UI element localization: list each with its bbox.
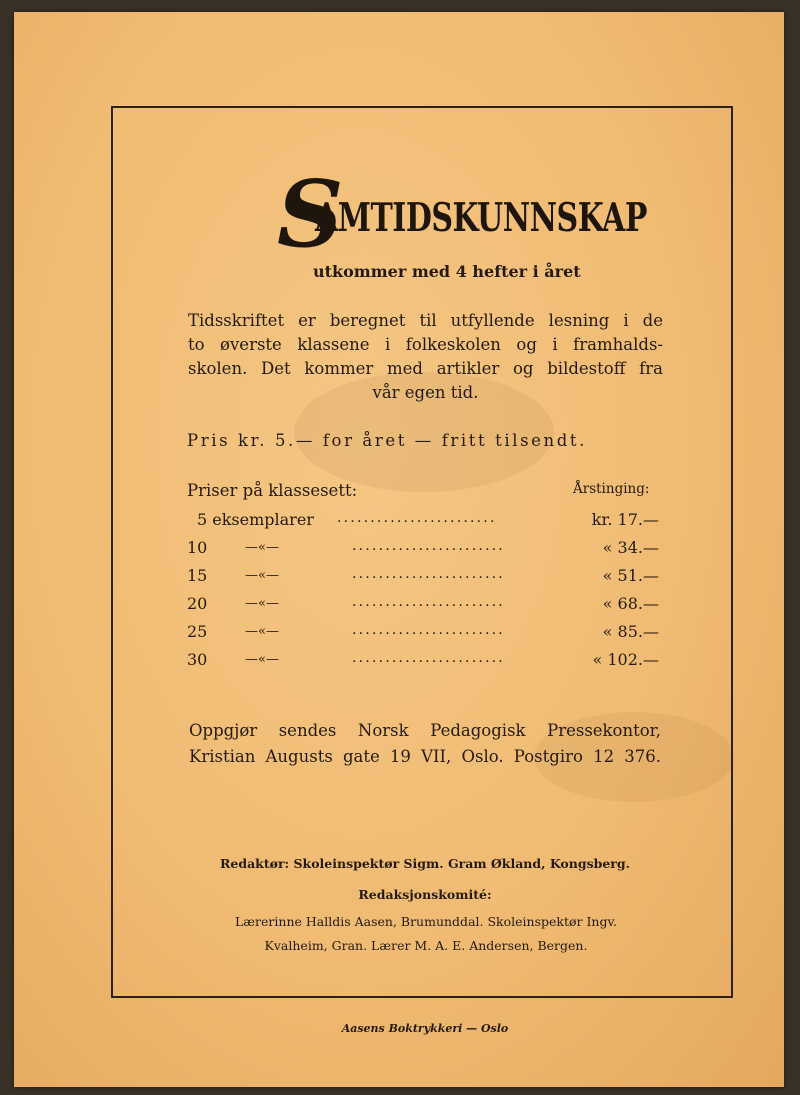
row-leader-dots: ....................... xyxy=(352,650,505,666)
price-row xyxy=(187,510,663,536)
row-leader-dots: ....................... xyxy=(352,594,505,610)
row-quantity: 20 xyxy=(187,594,208,613)
price-row xyxy=(187,538,663,564)
settlement-line: Kristian Augusts gate 19 VII, Oslo. Postgiro 12 376. xyxy=(189,747,661,766)
printer-imprint: Aasens Boktrykkeri — Oslo xyxy=(341,1022,509,1035)
intro-line: Tidsskriftet er beregnet til utfyllende lesning i de xyxy=(188,311,663,330)
annual-subscription-heading: Årstinging: xyxy=(573,481,650,497)
subscription-price: Pris kr. 5.— for året — fritt tilsendt. xyxy=(187,431,587,450)
intro-line: vår egen tid. xyxy=(372,383,479,402)
title-initial: S xyxy=(277,160,343,268)
row-amount: « 68.— xyxy=(602,594,659,613)
committee-line: Lærerinne Halldis Aasen, Brumunddal. Skoleinspektør Ingv. xyxy=(235,914,617,929)
row-ditto-mark: —«— xyxy=(245,652,279,667)
row-ditto-mark: —«— xyxy=(245,596,279,611)
price-row xyxy=(187,594,663,620)
row-quantity: 30 xyxy=(187,650,208,669)
committee-line: Kvalheim, Gran. Lærer M. A. E. Andersen, Bergen. xyxy=(264,938,588,953)
settlement-line: Oppgjør sendes Norsk Pedagogisk Pressekontor, xyxy=(189,721,661,740)
row-leader-dots: ....................... xyxy=(352,622,505,638)
price-row xyxy=(187,566,663,592)
class-sets-heading: Priser på klassesett: xyxy=(187,481,358,500)
row-ditto-mark: —«— xyxy=(245,568,279,583)
masthead-title xyxy=(277,160,647,268)
intro-line: skolen. Det kommer med artikler og bildestoff fra xyxy=(188,359,663,378)
row-ditto-mark: —«— xyxy=(245,540,279,555)
price-row xyxy=(187,622,663,648)
row-amount: « 85.— xyxy=(602,622,659,641)
row-quantity: 25 xyxy=(187,622,208,641)
row-quantity: 15 xyxy=(187,566,208,585)
row-ditto-mark: —«— xyxy=(245,624,279,639)
row-leader-dots: ....................... xyxy=(352,566,505,582)
row-amount: kr. 17.— xyxy=(591,510,659,529)
intro-paragraph xyxy=(188,309,663,405)
row-quantity: 5 eksemplarer xyxy=(197,510,314,529)
title-rest: AMTIDSKUNNSKAP xyxy=(315,196,647,242)
row-amount: « 102.— xyxy=(592,650,659,669)
row-leader-dots: ....................... xyxy=(352,538,505,554)
row-leader-dots: ........................ xyxy=(337,510,497,526)
price-row xyxy=(187,650,663,676)
row-amount: « 51.— xyxy=(602,566,659,585)
row-quantity: 10 xyxy=(187,538,208,557)
intro-line: to øverste klassene i folkeskolen og i framhalds- xyxy=(188,335,663,354)
subtitle: utkommer med 4 hefter i året xyxy=(313,262,581,281)
committee-members xyxy=(192,910,660,958)
committee-heading: Redaksjonskomité: xyxy=(358,887,492,902)
row-amount: « 34.— xyxy=(602,538,659,557)
editor-credit: Redaktør: Skoleinspektør Sigm. Gram Økland, Kongsberg. xyxy=(220,856,630,871)
settlement-paragraph xyxy=(189,718,661,770)
